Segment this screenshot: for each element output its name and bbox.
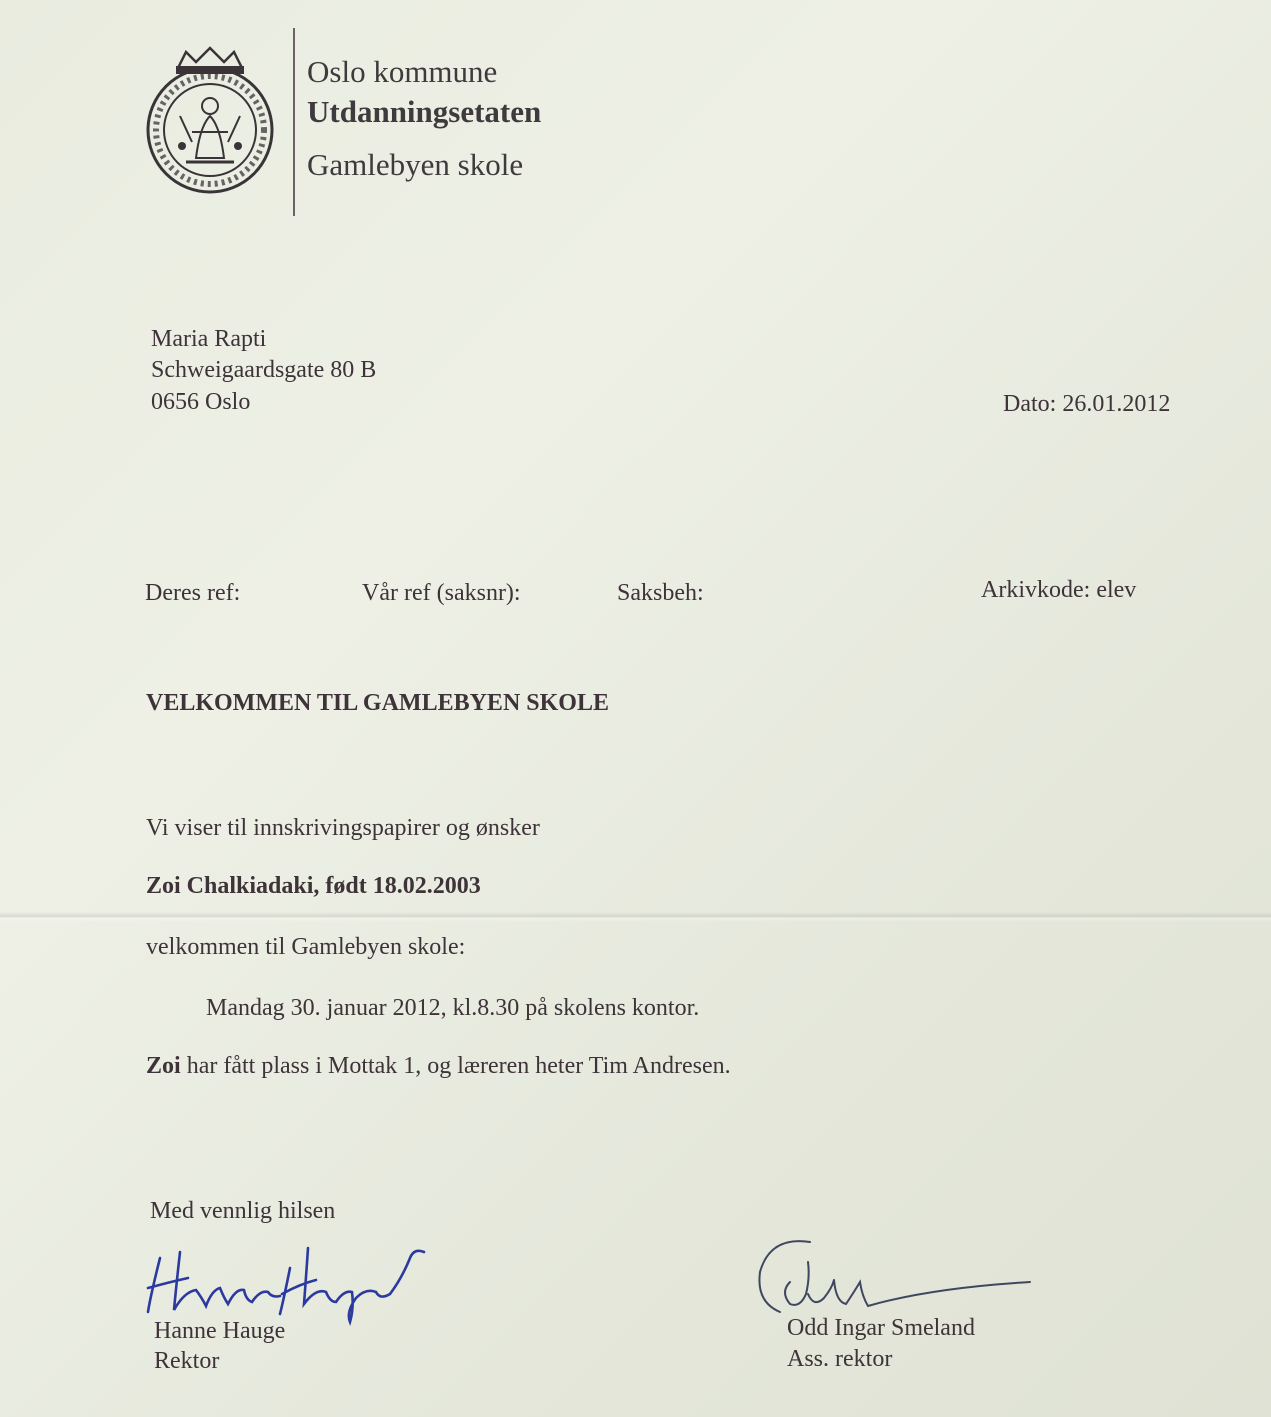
signature-odd-ingar-smeland-icon <box>750 1232 1040 1322</box>
placement-text: har fått plass i Mottak 1, og læreren heter Tim Andresen. <box>180 1053 731 1079</box>
saksbeh-label: Saksbeh: <box>617 580 704 606</box>
deres-ref-label: Deres ref: <box>145 580 241 606</box>
letter-subject: VELKOMMEN TIL GAMLEBYEN SKOLE <box>146 690 609 716</box>
closing-greeting: Med vennlig hilsen <box>150 1198 336 1224</box>
school-name: Gamlebyen skole <box>307 147 524 182</box>
paper-fold <box>0 912 1271 922</box>
signatory-1-title: Rektor <box>154 1348 220 1374</box>
var-ref-label: Vår ref (saksnr): <box>362 580 521 606</box>
body-welcome: velkommen til Gamlebyen skole: <box>146 934 466 960</box>
appointment-line: Mandag 30. januar 2012, kl.8.30 på skolens kontor. <box>206 995 700 1021</box>
oslo-seal-icon <box>140 46 280 196</box>
arkivkode-label: Arkivkode: elev <box>981 577 1137 603</box>
recipient-postal: 0656 Oslo <box>151 389 251 415</box>
recipient-name: Maria Rapti <box>151 326 267 352</box>
student-line: Zoi Chalkiadaki, født 18.02.2003 <box>146 873 481 899</box>
placement-line <box>146 1053 731 1080</box>
placement-student-name: Zoi <box>146 1053 181 1079</box>
signatory-2-title: Ass. rektor <box>787 1346 893 1372</box>
body-intro: Vi viser til innskrivingspapirer og ønsker <box>146 815 540 841</box>
signatory-2-name: Odd Ingar Smeland <box>787 1315 975 1341</box>
letter-date: Dato: 26.01.2012 <box>1003 391 1171 417</box>
recipient-street: Schweigaardsgate 80 B <box>151 357 377 383</box>
signature-hanne-hauge-icon <box>140 1238 440 1328</box>
org-name: Oslo kommune <box>307 54 498 89</box>
letterhead-divider <box>293 28 295 216</box>
department-name: Utdanningsetaten <box>307 94 542 129</box>
signatory-1-name: Hanne Hauge <box>154 1318 286 1344</box>
